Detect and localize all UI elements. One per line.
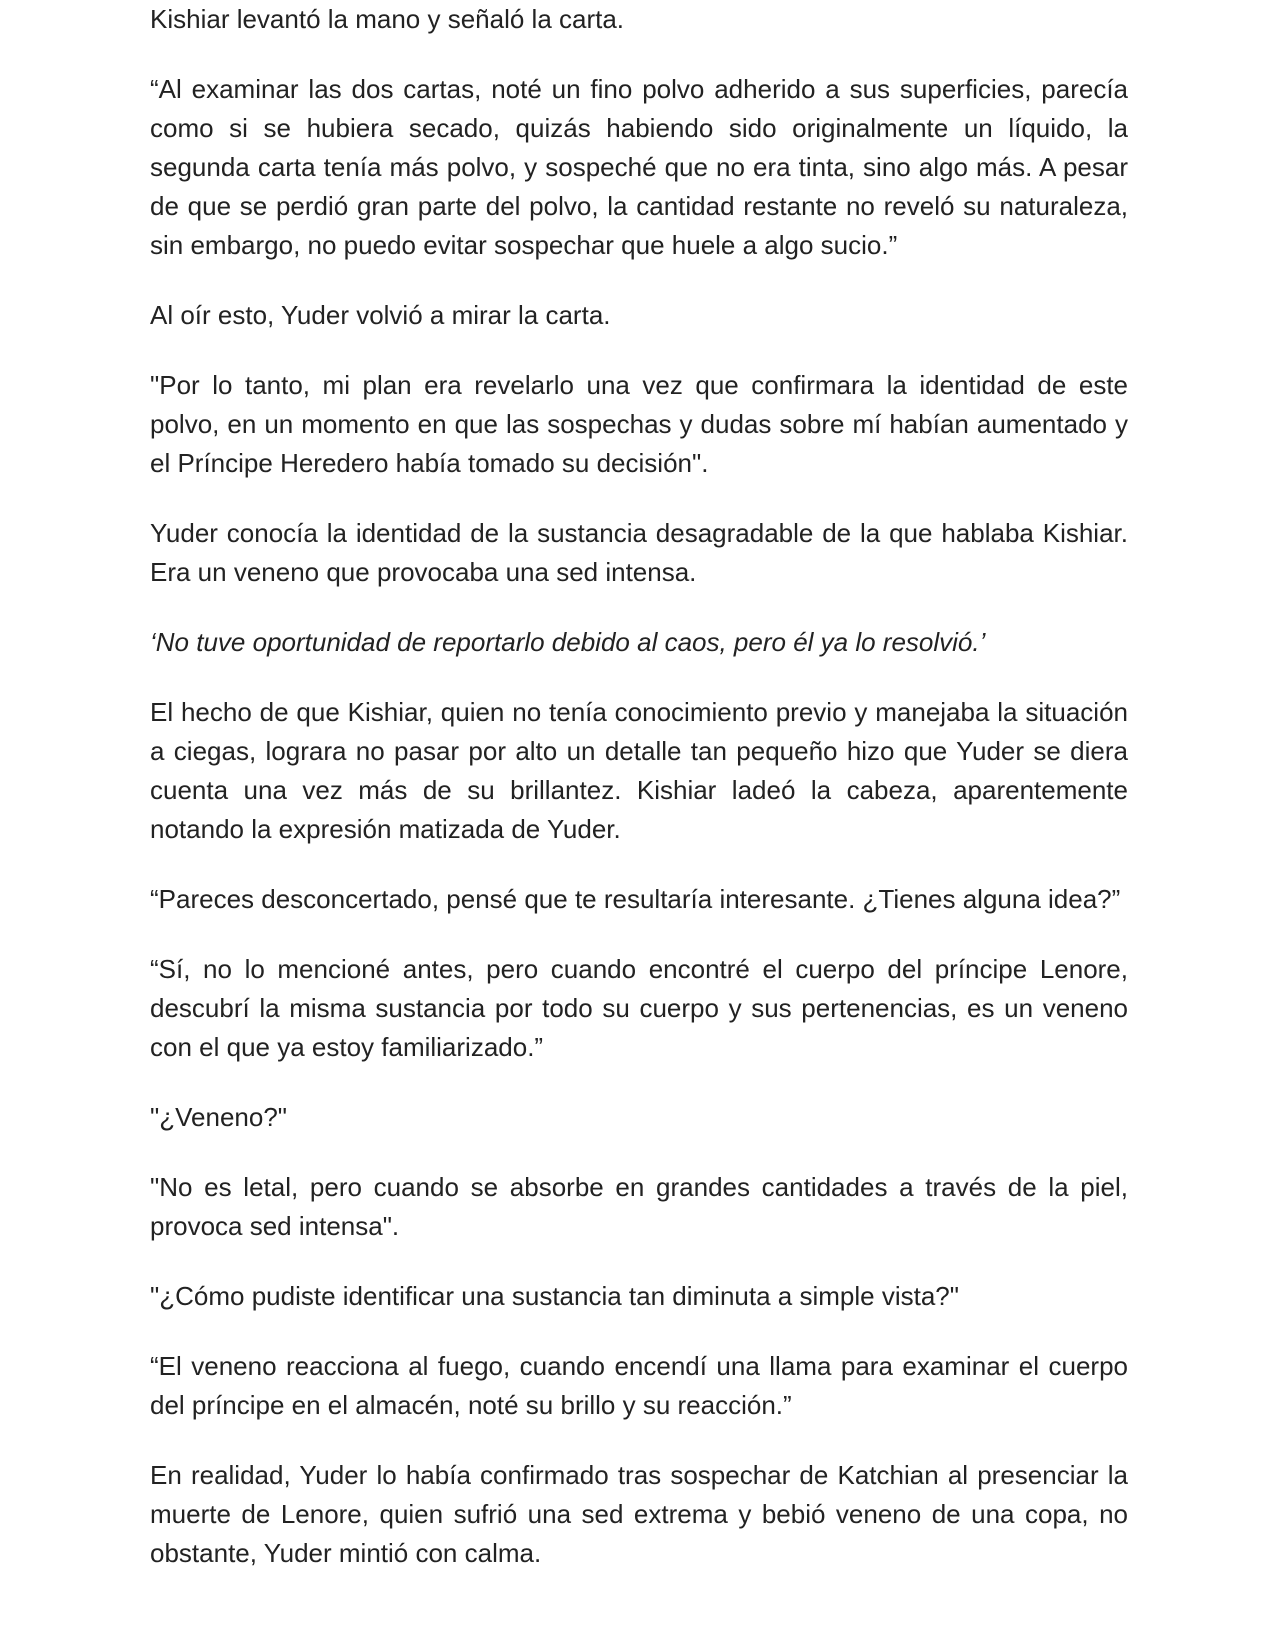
paragraph-2: “Al examinar las dos cartas, noté un fino polvo adherido a sus superficies, parecía como si se hubiera secado, quizás habiendo sido originalmente un líquido, la segunda carta tenía más polvo, y sospeché que no era tinta, sino algo más. A pesar de que se perdió gran parte del polvo, la cantidad restante no reveló su naturaleza, sin embargo, no puedo evitar sospechar que huele a algo sucio.” [150,74,1128,260]
paragraph-11: "No es letal, pero cuando se absorbe en grandes cantidades a través de la piel, provoca sed intensa". [150,1172,1128,1241]
paragraph-14: En realidad, Yuder lo había confirmado tras sospechar de Katchian al presenciar la muerte de Lenore, quien sufrió una sed extrema y bebió veneno de una copa, no obstante, Yuder mintió con calma. [150,1460,1128,1568]
paragraph-4: "Por lo tanto, mi plan era revelarlo una vez que confirmara la identidad de este polvo, en un momento en que las sospechas y dudas sobre mí habían aumentado y el Príncipe Heredero había tomado su decisión". [150,370,1128,478]
paragraph-12: "¿Cómo pudiste identificar una sustancia tan diminuta a simple vista?" [150,1281,959,1311]
paragraph-5: Yuder conocía la identidad de la sustancia desagradable de la que hablaba Kishiar. Era un veneno que provocaba una sed intensa. [150,518,1128,587]
paragraph-13: “El veneno reacciona al fuego, cuando encendí una llama para examinar el cuerpo del príncipe en el almacén, noté su brillo y su reacción.” [150,1351,1128,1420]
paragraph-1: Kishiar levantó la mano y señaló la carta. [150,4,625,34]
paragraph-3: Al oír esto, Yuder volvió a mirar la carta. [150,300,611,330]
paragraph-7: El hecho de que Kishiar, quien no tenía conocimiento previo y manejaba la situación a ciegas, lograra no pasar por alto un detalle tan pequeño hizo que Yuder se diera cuenta una vez más de su brillantez. Kishiar ladeó la cabeza, aparentemente notando la expresión matizada de Yuder. [150,697,1128,844]
document-page [150,0,1128,1604]
paragraph-10: "¿Veneno?" [150,1102,288,1132]
paragraph-8: “Pareces desconcertado, pensé que te resultaría interesante. ¿Tienes alguna idea?” [150,884,1121,914]
paragraph-9: “Sí, no lo mencioné antes, pero cuando encontré el cuerpo del príncipe Lenore, descubrí la misma sustancia por todo su cuerpo y sus pertenencias, es un veneno con el que ya estoy familiarizado.” [150,954,1128,1062]
paragraph-6-thought: ‘No tuve oportunidad de reportarlo debido al caos, pero él ya lo resolvió.’ [150,627,986,657]
